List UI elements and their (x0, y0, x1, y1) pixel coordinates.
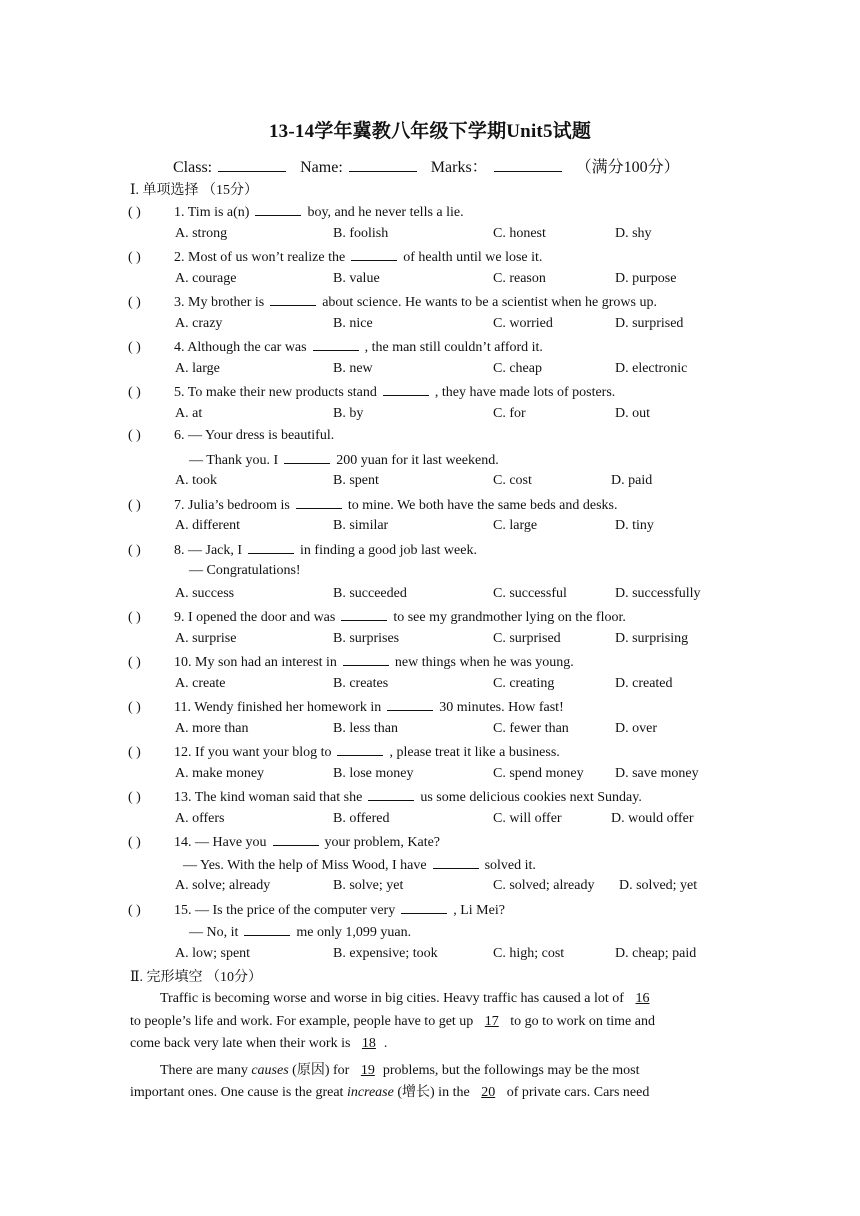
option-d[interactable]: D. cheap; paid (615, 945, 697, 961)
class-label: Class: (173, 159, 213, 176)
cloze-blank-17[interactable]: 17 (484, 1014, 499, 1029)
option-d[interactable]: D. would offer (611, 810, 694, 826)
question-text: — Jack, I (188, 542, 243, 558)
question-text: your problem, Kate? (324, 835, 441, 850)
option-d[interactable]: D. purpose (615, 270, 677, 286)
question-number: 2. (174, 250, 185, 265)
question-number: 9. (174, 610, 185, 625)
answer-blank[interactable] (383, 383, 429, 396)
question-text: Most of us won’t realize the (188, 250, 346, 265)
answer-paren[interactable]: ( ) (128, 205, 141, 220)
answer-blank[interactable] (284, 451, 330, 464)
question-text: us some delicious cookies next Sunday. (420, 790, 642, 805)
question-row (128, 383, 615, 401)
option-a[interactable]: A. surprise (175, 630, 237, 646)
option-d[interactable]: D. solved; yet (619, 878, 698, 893)
option-d[interactable]: D. tiny (615, 518, 654, 533)
answer-blank[interactable] (244, 923, 290, 936)
question-text: of health until we lose it. (403, 250, 543, 265)
option-b[interactable]: B. less than (333, 720, 398, 736)
question-text: — Congratulations! (189, 563, 301, 578)
answer-blank[interactable] (351, 248, 397, 261)
answer-blank[interactable] (433, 856, 479, 869)
question-row (128, 698, 564, 716)
answer-blank[interactable] (401, 901, 447, 914)
cloze-text: (原因) for (292, 1063, 350, 1078)
question-number: 3. (174, 295, 185, 310)
question-row (128, 338, 543, 356)
question-text: — No, it (189, 925, 239, 940)
option-c[interactable]: C. creating (493, 675, 555, 691)
option-b[interactable]: B. creates (333, 675, 389, 691)
question-number: 15. (174, 902, 192, 918)
question-row (128, 788, 642, 806)
option-b[interactable]: B. nice (333, 315, 373, 331)
cloze-text: (增长) in the (397, 1085, 470, 1100)
option-d[interactable]: D. save money (615, 765, 699, 781)
answer-blank[interactable] (387, 698, 433, 711)
question-number: 1. (174, 205, 185, 220)
answer-blank[interactable] (343, 653, 389, 666)
dialogue-line (183, 856, 536, 874)
option-a[interactable]: A. make money (175, 765, 265, 781)
cloze-text: problems, but the followings may be the most (382, 1063, 640, 1078)
question-row (128, 743, 560, 761)
question-text: Although the car was (187, 340, 307, 355)
cloze-text: to go to work on time and (510, 1014, 655, 1029)
option-a[interactable]: A. different (175, 518, 241, 533)
question-number: 7. (174, 497, 185, 513)
cloze-text: Traffic is becoming worse and worse in big cities. Heavy traffic has caused a lot of (160, 991, 624, 1006)
question-number: 8. (174, 542, 185, 558)
option-b[interactable]: B. spent (333, 473, 379, 488)
page-title: 13-14学年冀教八年级下学期Unit5试题 (268, 121, 592, 142)
option-d[interactable]: D. out (615, 405, 650, 421)
question-text: I opened the door and was (188, 610, 336, 625)
cloze-text: There are many (160, 1063, 248, 1078)
answer-paren[interactable]: ( ) (128, 790, 141, 805)
option-a[interactable]: A. crazy (175, 315, 223, 331)
answer-blank[interactable] (270, 293, 316, 306)
option-a[interactable]: A. large (175, 360, 220, 376)
cloze-text: important ones. One cause is the great (130, 1085, 344, 1100)
question-text: , they have made lots of posters. (434, 385, 616, 400)
option-b[interactable]: B. value (333, 270, 380, 286)
question-number: 11. (174, 700, 191, 715)
option-d[interactable]: D. electronic (615, 360, 688, 376)
question-text: about science. He wants to be a scientist when he grows up. (322, 295, 657, 310)
section-heading-2: Ⅱ. 完形填空 （10分） (130, 970, 263, 985)
cloze-italic-word: causes (251, 1063, 289, 1078)
answer-blank[interactable] (337, 743, 383, 756)
answer-paren[interactable]: ( ) (128, 542, 141, 558)
option-d[interactable]: D. shy (615, 225, 652, 241)
question-row (128, 608, 626, 626)
question-text: me only 1,099 yuan. (296, 925, 412, 940)
full-marks: （满分100分） (575, 159, 680, 176)
question-text: , the man still couldn’t afford it. (364, 340, 543, 355)
option-c[interactable]: C. worried (493, 315, 553, 331)
question-text: , Li Mei? (453, 902, 505, 918)
question-row (128, 428, 334, 444)
option-b[interactable]: B. expensive; took (333, 945, 438, 961)
cloze-blank-16[interactable]: 16 (635, 991, 650, 1006)
option-b[interactable]: B. solve; yet (333, 878, 404, 893)
option-b[interactable]: B. new (333, 360, 373, 376)
answer-blank[interactable] (341, 608, 387, 621)
dialogue-line (189, 923, 411, 941)
question-text: Julia’s bedroom is (188, 497, 290, 513)
option-b[interactable]: B. foolish (333, 225, 389, 241)
option-a[interactable]: A. offers (175, 810, 225, 826)
question-text: to mine. We both have the same beds and desks. (347, 497, 618, 513)
option-c[interactable]: C. cheap (493, 360, 542, 376)
option-d[interactable]: D. paid (611, 473, 653, 488)
question-row (128, 248, 542, 266)
marks-label: Marks： (430, 159, 488, 176)
cloze-text: . (383, 1036, 388, 1051)
answer-paren[interactable]: ( ) (128, 295, 141, 310)
answer-blank[interactable] (273, 833, 319, 846)
option-c[interactable]: C. solved; already (493, 878, 595, 893)
question-text: solved it. (484, 857, 536, 873)
option-a[interactable]: A. solve; already (175, 878, 271, 893)
cloze-text: come back very late when their work is (130, 1036, 351, 1051)
question-text: Tim is a(n) (187, 205, 250, 220)
answer-paren[interactable]: ( ) (128, 745, 141, 760)
answer-paren[interactable]: ( ) (128, 340, 141, 355)
answer-paren[interactable]: ( ) (128, 250, 141, 265)
question-text: — Thank you. I (189, 452, 279, 468)
answer-blank[interactable] (255, 203, 301, 216)
option-b[interactable]: B. succeeded (333, 585, 407, 601)
question-number: 5. (174, 385, 185, 400)
cloze-line (130, 1036, 387, 1052)
option-b[interactable]: B. surprises (333, 630, 400, 646)
question-text: Wendy finished her homework in (194, 700, 382, 715)
question-row (128, 833, 440, 851)
option-c[interactable]: C. spend money (493, 765, 584, 781)
question-row (128, 496, 618, 514)
option-c[interactable]: C. cost (493, 473, 532, 488)
name-blank[interactable] (349, 157, 417, 172)
question-text: boy, and he never tells a lie. (307, 205, 464, 220)
cloze-text: to people’s life and work. For example, people have to get up (130, 1014, 474, 1029)
cloze-line (160, 991, 657, 1007)
dialogue-line (189, 451, 499, 469)
option-c[interactable]: C. successful (493, 585, 567, 601)
question-text: To make their new products stand (187, 385, 377, 400)
answer-paren[interactable]: ( ) (128, 428, 141, 443)
student-info-line (173, 154, 680, 177)
question-text: 30 minutes. How fast! (439, 700, 564, 715)
option-b[interactable]: B. offered (333, 810, 390, 826)
option-d[interactable]: D. surprised (615, 315, 684, 331)
cloze-text: of private cars. Cars need (506, 1085, 650, 1100)
question-text: , please treat it like a business. (389, 745, 560, 760)
option-c[interactable]: C. large (493, 518, 538, 533)
cloze-blank-18[interactable]: 18 (361, 1036, 376, 1051)
answer-blank[interactable] (368, 788, 414, 801)
cloze-blank-19[interactable]: 19 (360, 1063, 375, 1078)
answer-paren[interactable]: ( ) (128, 655, 141, 670)
option-c[interactable]: C. will offer (493, 810, 562, 826)
question-text: 200 yuan for it last weekend. (336, 452, 499, 468)
question-row (128, 653, 574, 671)
option-c[interactable]: C. surprised (493, 630, 561, 646)
cloze-line (160, 1059, 639, 1079)
option-c[interactable]: C. high; cost (493, 945, 565, 961)
option-a[interactable]: A. strong (175, 225, 228, 241)
option-a[interactable]: A. more than (175, 720, 249, 736)
name-label: Name: (300, 159, 343, 176)
question-row (128, 901, 505, 919)
option-a[interactable]: A. courage (175, 270, 237, 286)
option-d[interactable]: D. surprising (615, 630, 689, 646)
question-text: The kind woman said that she (194, 790, 363, 805)
question-number: 4. (174, 340, 185, 355)
option-d[interactable]: D. over (615, 720, 657, 736)
question-number: 12. (174, 745, 192, 760)
question-text: — Your dress is beautiful. (188, 428, 335, 443)
marks-blank[interactable] (494, 157, 562, 172)
answer-blank[interactable] (248, 541, 294, 554)
answer-blank[interactable] (313, 338, 359, 351)
option-a[interactable]: A. success (175, 585, 235, 601)
question-row (128, 293, 657, 311)
question-text: to see my grandmother lying on the floor. (393, 610, 626, 625)
option-a[interactable]: A. low; spent (175, 945, 251, 961)
question-text: — Is the price of the computer very (195, 902, 396, 918)
question-text: new things when he was young. (394, 655, 574, 670)
question-number: 10. (174, 655, 192, 670)
option-a[interactable]: A. took (175, 473, 217, 488)
question-text: My son had an interest in (195, 655, 337, 670)
question-text: in finding a good job last week. (300, 542, 477, 558)
answer-paren[interactable]: ( ) (128, 835, 141, 850)
option-c[interactable]: C. reason (493, 270, 546, 286)
section-heading-1: Ⅰ. 单项选择 （15分） (130, 183, 259, 198)
option-c[interactable]: C. honest (493, 225, 546, 241)
option-b[interactable]: B. by (333, 405, 364, 421)
question-number: 14. (174, 835, 192, 850)
cloze-blank-20[interactable]: 20 (481, 1085, 496, 1100)
cloze-line (130, 1081, 649, 1101)
question-number: 6. (174, 428, 185, 443)
question-number: 13. (174, 790, 192, 805)
question-text: — Yes. With the help of Miss Wood, I have (183, 857, 427, 873)
option-c[interactable]: C. fewer than (493, 720, 569, 736)
answer-paren[interactable]: ( ) (128, 902, 141, 918)
question-text: — Have you (195, 835, 267, 850)
cloze-italic-word: increase (346, 1085, 394, 1100)
class-blank[interactable] (218, 157, 286, 172)
answer-paren[interactable]: ( ) (128, 497, 141, 513)
answer-paren[interactable]: ( ) (128, 700, 141, 715)
answer-paren[interactable]: ( ) (128, 610, 141, 625)
question-row (128, 203, 464, 221)
answer-blank[interactable] (296, 496, 342, 509)
option-d[interactable]: D. successfully (615, 585, 701, 601)
dialogue-line (189, 563, 301, 579)
option-d[interactable]: D. created (615, 675, 673, 691)
option-b[interactable]: B. lose money (333, 765, 414, 781)
option-a[interactable]: A. create (175, 675, 226, 691)
question-text: If you want your blog to (195, 745, 332, 760)
option-c[interactable]: C. for (493, 405, 526, 421)
option-a[interactable]: A. at (175, 405, 203, 421)
answer-paren[interactable]: ( ) (128, 385, 141, 400)
cloze-line (130, 1014, 655, 1030)
question-text: My brother is (188, 295, 265, 310)
option-b[interactable]: B. similar (333, 518, 389, 533)
question-row (128, 541, 477, 559)
